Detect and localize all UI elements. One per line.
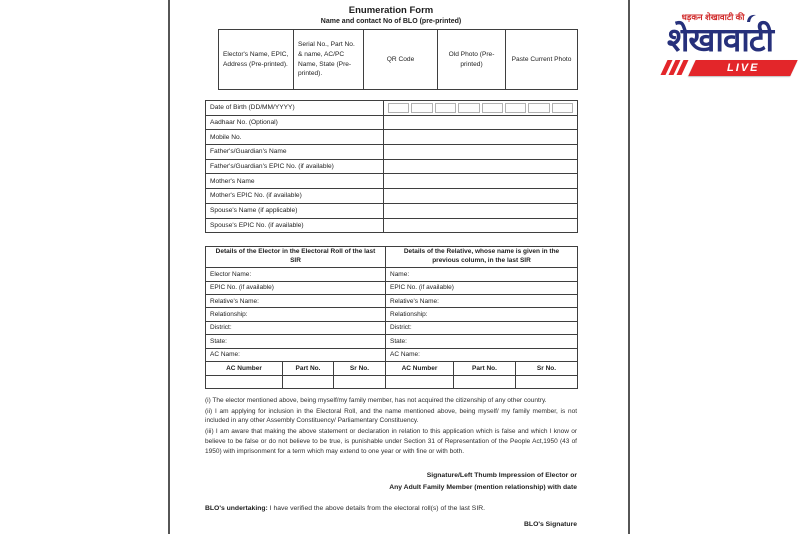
- sir-header-row: [206, 247, 578, 268]
- header-table-row: [219, 30, 578, 90]
- declaration-i: (i) The elector mentioned above, being myself/my family member, has not acquired the citizenship of any other country.: [205, 396, 547, 404]
- sir-left-relationship: Relationship:: [206, 308, 386, 321]
- sir-right-header: Details of the Relative, whose name is given in the previous column, in the last SIR: [386, 247, 578, 268]
- shekhawati-live-logo: [642, 12, 798, 76]
- elector-signature-block: [205, 470, 577, 494]
- old-photo-cell: Old Photo (Pre-printed): [438, 30, 506, 90]
- field-value-mother-name: [384, 174, 578, 189]
- sir-right-ac-name: AC Name:: [386, 348, 578, 361]
- sir-right-ac-number-header: AC Number: [386, 361, 454, 375]
- sir-empty-row: [206, 375, 578, 388]
- dob-box: [411, 103, 432, 113]
- field-value-father-epic: [384, 159, 578, 174]
- field-label-spouse-name: Spouse's Name (if applicable): [206, 203, 384, 218]
- sir-right-part-no-header: Part No.: [454, 361, 516, 375]
- sir-left-ac-number-header: AC Number: [206, 361, 283, 375]
- blo-undertaking-label: BLO's undertaking:: [205, 505, 268, 513]
- table-row-father-name: [206, 145, 578, 160]
- field-label-aadhaar: Aadhaar No. (Optional): [206, 115, 384, 130]
- sir-left-state: State:: [206, 335, 386, 348]
- field-value-mobile: [384, 130, 578, 145]
- declaration-ii: (ii) I am applying for inclusion in the Electoral Roll, and the name mentioned above, being myself/ my family member, is not included in any other Assembly Constituency/ Parliamentary Constituency.: [205, 407, 577, 425]
- logo-tagline: धड़कन शेखावाटी की: [681, 12, 745, 22]
- declaration-iii: (iii) I am aware that making the above statement or declaration in relation to this application which is false and which I know or believe to be false or do not believe to be true, is punishable under Section 31 of Representation of the People Act,1950 (43 of 1950) with imprisonment for a term which may extend to one year or with fine or with both.: [205, 428, 577, 455]
- blo-undertaking-text: I have verified the above details from the electoral roll(s) of the last SIR.: [267, 505, 486, 513]
- dob-value-cell: [384, 101, 578, 116]
- table-row-spouse-epic: [206, 218, 578, 233]
- dob-box: [435, 103, 456, 113]
- field-value-father-name: [384, 145, 578, 160]
- sir-right-relative: Relative's Name:: [386, 294, 578, 307]
- sir-left-header: Details of the Elector in the Electoral Roll of the last SIR: [206, 247, 386, 268]
- field-label-father-name: Father's/Guardian's Name: [206, 145, 384, 160]
- sir-right-part-no-value: [454, 375, 516, 388]
- dob-box: [482, 103, 503, 113]
- dob-box: [458, 103, 479, 113]
- table-row-mother-epic: [206, 189, 578, 204]
- table-row-spouse-name: [206, 203, 578, 218]
- field-value-spouse-epic: [384, 218, 578, 233]
- qr-code-cell: QR Code: [364, 30, 438, 90]
- field-value-mother-epic: [384, 189, 578, 204]
- sir-right-district: District:: [386, 321, 578, 334]
- declaration-section: [205, 396, 577, 457]
- sir-left-district: District:: [206, 321, 386, 334]
- field-label-spouse-epic: Spouse's EPIC No. (if available): [206, 218, 384, 233]
- dob-box: [388, 103, 409, 113]
- sir-left-ac-number-value: [206, 375, 283, 388]
- sir-row-name: [206, 268, 578, 281]
- enumeration-form-page: [168, 0, 630, 534]
- logo-live-row: [642, 60, 798, 76]
- sir-right-sr-no-header: Sr No.: [516, 361, 578, 375]
- sir-subheader-row: [206, 361, 578, 375]
- sir-row-epic: [206, 281, 578, 294]
- table-row-dob: [206, 101, 578, 116]
- sir-left-sr-no-header: Sr No.: [334, 361, 386, 375]
- sir-right-state: State:: [386, 335, 578, 348]
- header-table: [218, 29, 578, 90]
- sir-left-ac-name: AC Name:: [206, 348, 386, 361]
- field-label-mother-name: Mother's Name: [206, 174, 384, 189]
- personal-details-table: [205, 100, 578, 233]
- table-row-mobile: [206, 130, 578, 145]
- sir-left-part-no-value: [283, 375, 334, 388]
- form-title: Enumeration Form: [348, 5, 434, 16]
- field-label-father-epic: Father's/Guardian's EPIC No. (if available): [206, 159, 384, 174]
- table-row-father-epic: [206, 159, 578, 174]
- elector-name-cell: Elector's Name, EPIC, Address (Pre-printed).: [219, 30, 294, 90]
- paste-photo-cell: Paste Current Photo: [506, 30, 578, 90]
- blo-signature-label: BLO's Signature: [524, 521, 577, 529]
- sir-row-district: [206, 321, 578, 334]
- signature-line-1: Signature/Left Thumb Impression of Elector or: [426, 472, 577, 480]
- dob-box: [505, 103, 526, 113]
- blo-undertaking: [205, 505, 577, 512]
- form-content: [205, 0, 577, 528]
- table-row-aadhaar: [206, 115, 578, 130]
- sir-right-sr-no-value: [516, 375, 578, 388]
- serial-no-cell: Serial No., Part No. & name, AC/PC Name, State (Pre-printed).: [294, 30, 364, 90]
- field-label-mother-epic: Mother's EPIC No. (if available): [206, 189, 384, 204]
- sir-left-epic: EPIC No. (if available): [206, 281, 386, 294]
- table-row-mother-name: [206, 174, 578, 189]
- sir-right-relationship: Relationship:: [386, 308, 578, 321]
- sir-left-relative: Relative's Name:: [206, 294, 386, 307]
- field-label-dob: Date of Birth (DD/MM/YYYY): [206, 101, 384, 116]
- sir-row-relationship: [206, 308, 578, 321]
- sir-left-sr-no-value: [334, 375, 386, 388]
- live-label: LIVE: [726, 61, 760, 74]
- logo-title: शेखावाटी: [666, 21, 774, 58]
- sir-left-elector-name: Elector Name:: [206, 268, 386, 281]
- dob-box: [552, 103, 573, 113]
- sir-right-ac-number-value: [386, 375, 454, 388]
- sir-row-state: [206, 335, 578, 348]
- sir-right-name: Name:: [386, 268, 578, 281]
- live-badge: [688, 60, 797, 76]
- field-label-mobile: Mobile No.: [206, 130, 384, 145]
- sir-left-part-no-header: Part No.: [283, 361, 334, 375]
- field-value-aadhaar: [384, 115, 578, 130]
- dob-box-row: [388, 103, 573, 113]
- form-subtitle: Name and contact No of BLO (pre-printed): [320, 18, 462, 25]
- dob-box: [528, 103, 549, 113]
- sir-right-epic: EPIC No. (if available): [386, 281, 578, 294]
- signature-line-2: Any Adult Family Member (mention relationship) with date: [389, 484, 577, 492]
- sir-details-table: [205, 246, 578, 389]
- sir-row-ac-name: [206, 348, 578, 361]
- field-value-spouse-name: [384, 203, 578, 218]
- sir-row-relative: [206, 294, 578, 307]
